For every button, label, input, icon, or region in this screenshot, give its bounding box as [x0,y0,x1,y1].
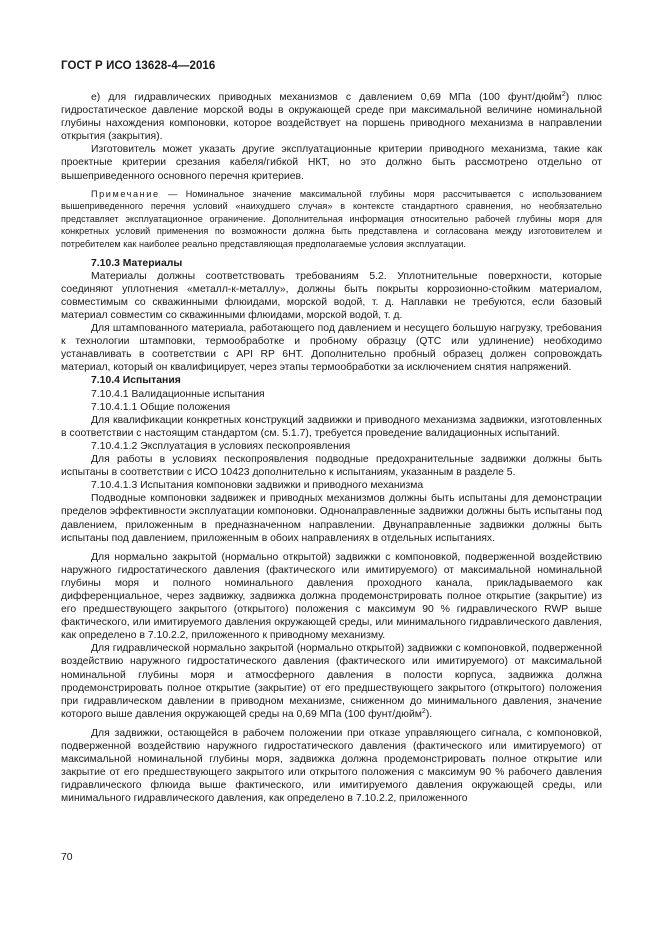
paragraph-manufacturer-criteria: Изготовитель может указать другие эксплуатационные критерии приводного механизма, такие как проектные критерии срезания кабеля/гибкой НКТ, но это должно быть рассмотрено отдельно от вышеприведенного основного перечня критериев. [61,144,602,182]
paragraph-fail-as-is: Для задвижки, остающейся в рабочем положении при отказе управляющего сигнала, с компоновкой, подверженной воздействию наружного гидростатического давления (фактического или имитируемого) от максимальной номинальной глубины моря, задвижка должна продемонстрировать полное открытие или закрытие от его предшествующего закрытого или открытого положения с максимум 90 % рабочего давления гидравлического флюида выше фактического, или имитируемого давления окружающей среды, или минимального гидравлического давления, как определено в 7.10.2.2, приложенного [61,727,602,805]
document-header-title: ГОСТ Р ИСО 13628-4—2016 [61,60,216,72]
paragraph-normally-closed: Для нормально закрытой (нормально открытой) задвижки с компоновкой, подверженной воздействию наружного гидростатического давления (фактического или имитируемого) от максимальной номинальной глубины моря и полного номинального давления проходного канала, прикладываемого как дифференциальное, через задвижку, задвижка должна продемонстрировать полное открытие (закрытие) из его предшествующего закрытого (открытого) положения с максимум 90 % гидравлического RWP выше фактического, или имитируемого давления окружающей среды, или минимального гидравлического давления, как определено в 7.10.2.2, приложенного к приводному механизму. [61,551,602,642]
paragraph-assembly-tests: Подводные компоновки задвижек и приводных механизмов должны быть испытаны для демонстрации пределов эффективности эксплуатации компоновки. Однонаправленные задвижки должны быть испытаны под давлением, приложенным в предназначенном направлении. Двунаправленные задвижки должны быть испытаны под давлением, приложенным в обоих направлениях в отдельных испытаниях. [61,493,602,544]
subsection-heading-7-10-4-1-3: 7.10.4.1.3 Испытания компоновки задвижки и приводного механизма [91,480,424,492]
note-label: Примечание [91,188,160,199]
paragraph-hydraulic-normally-closed: Для гидравлической нормально закрытой (нормально открытой) задвижки с компоновкой, подверженной воздействию наружного гидростатического давления (фактического или имитируемого) от максимальной номинальной глубины моря и атмосферного давления в полости корпуса, задвижка должна продемонстрировать полное открытие (закрытие) от его предшествующего закрытого (открытого) положения при гидравлическом давлении в приводном механизме, сниженном до минимального давления, значение которого выше давления окружающей среды на 0,69 МПа (100 фунт/дюйм$^2$). [61,643,602,720]
section-heading-7-10-3: 7.10.3 Материалы [91,257,183,269]
section-heading-7-10-4: 7.10.4 Испытания [91,375,181,387]
superscript: 2 [421,707,426,715]
note [61,188,602,251]
paragraph-materials: Материалы должны соответствовать требованиям 5.2. Уплотнительные поверхности, которые соединяют уплотнения «металл-к-металлу», должны быть покрыты коррозионно-стойким материалом, совместимым со скважинными флюидами, морской водой, т. д. Наплавки не требуются, если базовый материал совместим со скважинными флюидами, морской водой, т. д. [61,270,602,321]
subsection-heading-7-10-4-1: 7.10.4.1 Валидационные испытания [91,388,265,400]
note-text: — Номинальное значение максимальной глубины моря рассчитывается с использованием вышеприведенного перечня условий «наихудшего случая» в контексте стандартного сравнения, но необязательно представляет эксплуатационное ограничение. Дополнительная информация относительно рабочей глубины моря для конкретных условий применения по возможности должна быть представлена и согласована между изготовителем и потребителем как наиболее реально представляющая предполагаемые условия эксплуатации. [61,188,602,250]
paragraph-sand-service: Для работы в условиях пескопроявления подводные предохранительные задвижки должны быть испытаны в соответствии с ИСО 10423 дополнительно к испытаниям, указанным в разделе 5. [61,454,602,479]
document-body [61,91,602,805]
paragraph-qualification: Для квалификации конкретных конструкций задвижки и приводного механизма задвижки, изготовленных в соответствии с настоящим стандартом (см. 5.1.7), требуется проведение валидационных испытаний. [61,414,602,439]
paragraph-forged-material: Для штампованного материала, работающего под давлением и несущего большую нагрузку, требования к технологии штамповки, термообработке и пробному образцу (QTC или удлинение) необходимо устанавливать в соответствии с API RP 6HT. Дополнительно пробный образец должен сопровождать материал, который он квалифицирует, через этапы термообработки за исключением снятия напряжений. [61,323,602,374]
subsection-heading-7-10-4-1-2: 7.10.4.1.2 Эксплуатация в условиях пескопроявления [91,440,351,452]
page-number: 70 [61,852,73,863]
paragraph-e: е) для гидравлических приводных механизмов с давлением 0,69 МПа (100 фунт/дюйм$^2$) плюс гидростатическое давление морской воды в окружающей среде при максимальной величине номинальной глубины нахождения компоновки, которое воздействует на поршень приводного механизма в направлении открытия (закрытия). [61,91,602,143]
superscript: 2 [561,91,566,98]
subsection-heading-7-10-4-1-1: 7.10.4.1.1 Общие положения [91,401,231,413]
